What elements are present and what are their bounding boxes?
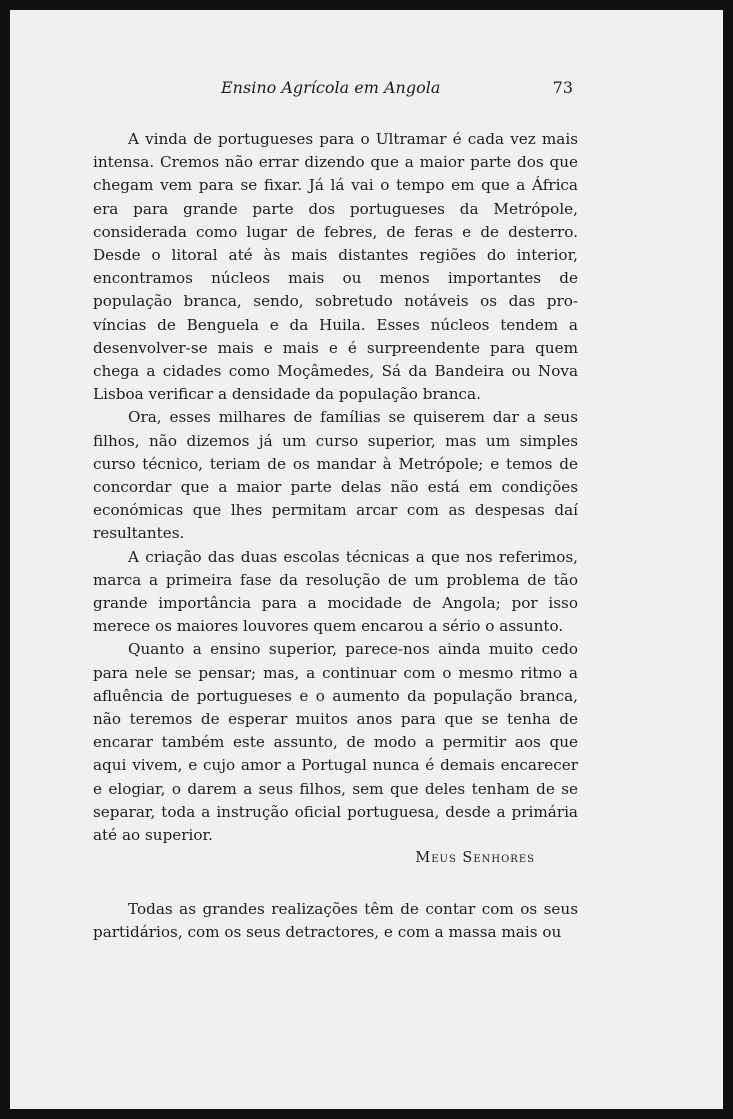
closing-text [93,898,578,944]
paragraph: Quanto a ensino superior, parece-nos ainda muito cedo para nele se pensar; mas, a continuar com o mesmo ritmo a afluência de portugueses e o aumento da população branca, não teremos de esperar muitos anos para que se tenha de encarar também este assunto, de modo a permitir aos que aqui vivem, e cujo amor a Portugal nunca é demais encarecer e elogiar, o darem a seus filhos, sem que deles tenham de se separar, toda a instrução oficial portuguesa, desde a primária até ao superior. [93,640,578,845]
paragraph: Todas as grandes realizações têm de contar com os seus partidários, com os seus detractores, e com a massa mais ou [93,900,578,942]
body-text [93,128,578,847]
paragraph: Ora, esses milhares de famílias se quiserem dar a seus filhos, não dizemos já um curso superior, mas um simples curso técnico, teriam de os mandar à Metrópole; e temos de concordar que a maior parte delas não está em condições económicas que lhes permitam arcar com as despesas daí resultantes. [93,408,578,543]
paragraph: A vinda de portugueses para o Ultramar é cada vez mais intensa. Cremos não errar dizendo que a maior parte dos que chegam vem para se fixar. Já lá vai o tempo em que a África era para grande parte dos portugueses da Metrópole, considerada como lugar de febres, de feras e de desterro. Desde o litoral até às mais distantes regiões do interior, encontramos núcleos mais ou menos importantes de população branca, sendo, sobretudo notáveis os das províncias de Benguela e da Huila. Esses núcleos tendem a desenvolver-se mais e mais e é surpreendente para quem chega a cidades como Moçâmedes, Sá da Bandeira ou Nova Lisboa verificar a densidade da população branca. [93,130,578,404]
paragraph: A criação das duas escolas técnicas a que nos referimos, marca a primeira fase da resolução de um problema de tão grande importância para a mocidade de Angola; por isso merece os maiores louvores quem encarou a sério o assunto. [93,547,578,636]
running-title: Ensino Agrícola em Angola [221,78,441,97]
section-heading: Meus Senhores [415,850,535,866]
book-page [10,10,723,1109]
page-number: 73 [552,78,573,97]
page-content [10,10,723,1109]
